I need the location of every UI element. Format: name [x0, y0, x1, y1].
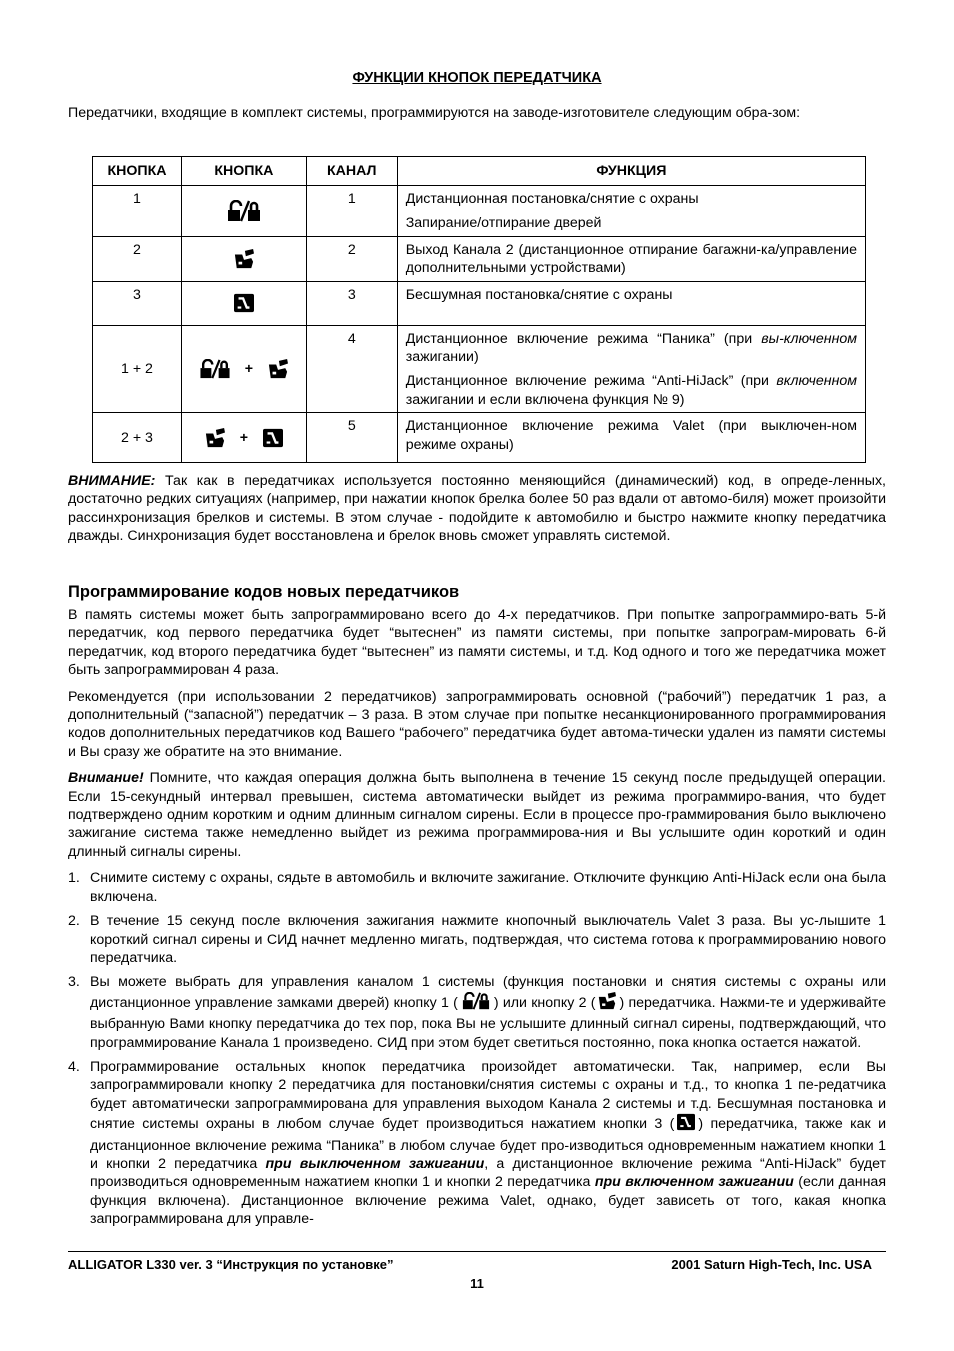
cell-icon — [181, 325, 306, 413]
header-button-icon: КНОПКА — [181, 157, 306, 186]
cell-function — [397, 325, 865, 413]
mute-icon — [233, 293, 255, 313]
mute-icon — [676, 1113, 696, 1136]
table-header-row — [93, 157, 866, 186]
steps-list — [68, 869, 886, 1228]
function-text: Дистанционная постановка/снятие с охраны — [405, 191, 699, 207]
list-item: 2. В течение 15 секунд после включения зажигания нажмите кнопочный выключатель Valet 3 раза. Вы ус-лышите 1 короткий сигнал сирены и СИД начнет медленно мигать, подтверждая, что система готова к программированию нового передатчика. — [68, 913, 886, 966]
function-text: Дистанционное включение режима “Паника” (при вы-ключенном зажигании) — [405, 330, 857, 366]
cell-button: 1 + 2 — [93, 325, 182, 413]
section-body — [68, 606, 886, 1235]
cell-channel: 2 — [306, 236, 397, 281]
header-button-number: КНОПКА — [93, 157, 182, 186]
paragraph: В память системы может быть запрограммировано всего до 4-х передатчиков. При попытке запрограммиро-вать 5-й передатчик, код первого передатчика будет “вытеснен” из памяти системы, при попытке запрограм-мировать 6-й передатчик, код второго передатчика будет “вытеснен” из памяти системы, и т.д. Код одного и того же передатчика может быть запрограммирован 4 раза. — [68, 607, 886, 679]
table-row — [93, 325, 866, 413]
cell-function — [397, 413, 865, 463]
mute-icon — [262, 428, 284, 448]
section-heading: Программирование кодов новых передатчиков — [68, 583, 460, 601]
cell-function — [397, 281, 865, 325]
button-functions-table — [92, 156, 866, 463]
table-row — [93, 281, 866, 325]
function-text: Дистанционное включение режима “Anti-HiJack” (при включенном зажигании и если включена функция № 9) — [405, 373, 857, 408]
cell-channel: 4 — [306, 325, 397, 413]
warning-paragraph: ВНИМАНИЕ: Так как в передатчиках используется постоянно меняющийся (динамический) код, в опреде-ленных, достаточно редких ситуациях (например, при нажатии кнопок брелка более 50 раз вдали от автомо-биля) может произойти рассинхронизация брелков и системы. В этом случае - подойдите к автомобилю и быстро нажмите кнопку передатчика дважды. Синхронизация будет восстановлена и брелок вновь сможет управлять системой. — [68, 473, 886, 545]
cell-channel: 1 — [306, 186, 397, 237]
function-text: Запирание/отпирание дверей — [405, 215, 602, 232]
cell-button: 2 + 3 — [93, 413, 182, 463]
cell-button: 2 — [93, 236, 182, 281]
paragraph: Рекомендуется (при использовании 2 передатчиков) запрограммировать основной (“рабочий”) передатчик 1 раз, а дополнительный (“запасной”) передатчик – 3 раза. В этом случае при попытке несанкционированного программирования кодов дополнительных передатчиков код Вашего “рабочего” передатчика будет автома-тически удален из памяти системы и Вы сразу же обратите на это внимание. — [68, 688, 886, 760]
table-row — [93, 186, 866, 237]
trunk-icon — [233, 249, 255, 269]
lock-unlock-icon — [227, 200, 261, 222]
footer-divider — [68, 1251, 886, 1252]
function-text: Дистанционное включение режима Valet (при выключен-ном режиме охраны) — [405, 418, 857, 453]
cell-icon — [181, 281, 306, 325]
trunk-icon — [204, 428, 226, 448]
cell-icon — [181, 186, 306, 237]
intro-paragraph: Передатчики, входящие в комплект системы, программируются на заводе-изготовителе следующим обра-зом: — [68, 105, 801, 121]
plus-sign: + — [244, 360, 254, 377]
lock-unlock-icon — [460, 992, 492, 1015]
cell-icon — [181, 413, 306, 463]
cell-function — [397, 236, 865, 281]
lock-unlock-icon — [199, 359, 231, 379]
cell-channel: 3 — [306, 281, 397, 325]
trunk-icon — [267, 359, 289, 379]
page-number: 11 — [470, 1276, 484, 1291]
table-row — [93, 413, 866, 463]
cell-function — [397, 186, 865, 237]
trunk-icon — [597, 992, 617, 1015]
header-channel: КАНАЛ — [306, 157, 397, 186]
cell-button: 1 — [93, 186, 182, 237]
list-item: 3. Вы можете выбрать для управления каналом 1 системы (функция постановки и снятия системы с охраны или дистанционное управление замками дверей) кнопку 1 ( ) или кнопку 2 ( ) передатчика. Нажми-те и удерживайте выбранную Вами кнопку передатчика до тех пор, пока Вы не услышите длинный сигнал сирены, подтверждающий, что программирование Канала 1 произведено. СИД при этом будет светиться постоянно, пока кнопка остается нажатой. — [68, 974, 887, 1051]
cell-button: 3 — [93, 281, 182, 325]
list-item: 1. Снимите систему с охраны, сядьте в автомобиль и включите зажигание. Отключите функцию Anti-HiJack если она была включена. — [68, 870, 886, 905]
warning-label: ВНИМАНИЕ: — [68, 473, 156, 489]
table-row — [93, 236, 866, 281]
plus-sign: + — [239, 429, 249, 446]
cell-channel: 5 — [306, 413, 397, 463]
attention-label: Внимание! — [68, 770, 144, 787]
footer-left-text: ALLIGATOR L330 ver. 3 “Инструкция по установке” — [68, 1257, 394, 1272]
attention-paragraph: Внимание! Помните, что каждая операция должна быть выполнена в течение 15 секунд после предыдущей операции. Если 15-секундный интервал превышен, система автоматически выйдет из режима программиро-вания, что будет подтверждено одним коротким и одним длинным сигналом сирены. Если в процессе про-граммирования было выключено зажигание система также немедленно выйдет из режима программирова-ния и Вы услышите один короткий и один длинный сигналы сирены. — [68, 770, 886, 860]
footer-right-text: 2001 Saturn High-Tech, Inc. USA — [671, 1257, 872, 1272]
page-title: ФУНКЦИИ КНОПОК ПЕРЕДАТЧИКА — [352, 70, 602, 86]
header-function: ФУНКЦИЯ — [397, 157, 865, 186]
cell-icon — [181, 236, 306, 281]
list-item: 4. Программирование остальных кнопок передатчика произойдет автоматически. Так, например, если Вы запрограммировали кнопку 2 передатчика для постановки/снятия системы с охраны и т.д., то кнопка 1 пе-редатчика будет автоматически запрограммирована для управления выходом Канала 2 системы и т.д. Бесшумная постановка и снятие системы охраны в любом случае будет производиться нажатием кнопки 3 ( ) передатчика, также как и дистанционное включение режима “Паника” в любом случае будет про-изводиться одновременным нажатием кнопки 1 и кнопки 2 передатчика при выключенном зажигании, а дистанционное включение режима “Anti-HiJack” будет производиться одновременным нажатием кнопки 1 и кнопки 2 передатчика при включенном зажигании (если данная функция включена). Дистанционное включение режима Valet, однако, будет зависеть от того, какая кнопка запрограммирована для управле- — [68, 1058, 887, 1228]
function-text: Выход Канала 2 (дистанционное отпирание багажни-ка/управление дополнительными устройствами) — [405, 241, 857, 277]
function-text: Бесшумная постановка/снятие с охраны — [405, 286, 673, 303]
